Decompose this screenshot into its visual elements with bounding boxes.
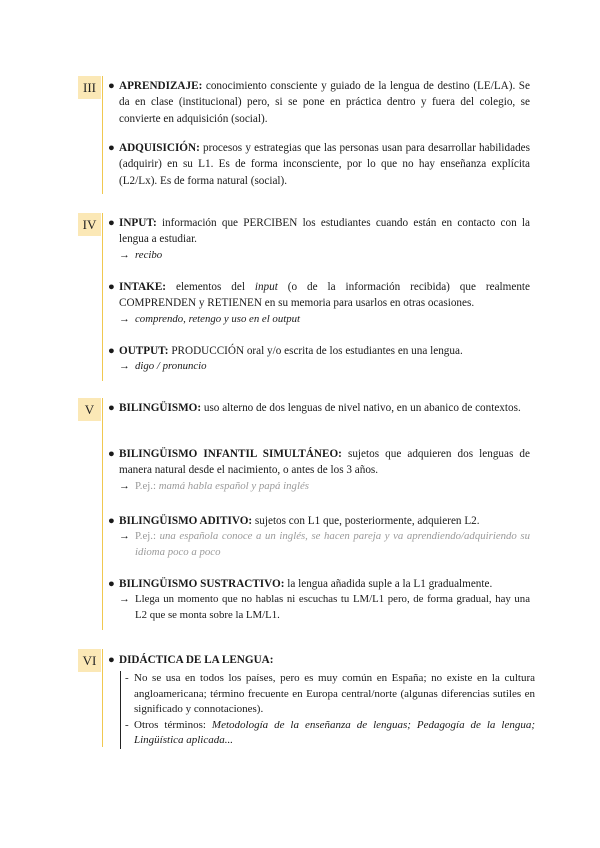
definition: (o de la información recibida) que realmente COMPRENDEN y RETIENEN en su memoria para usarlos en otras ocasiones. — [119, 281, 530, 310]
bullet-icon: ● — [108, 654, 115, 666]
bullet-icon: ● — [108, 448, 115, 460]
section-iii — [78, 76, 530, 194]
bullet-icon: ● — [108, 578, 115, 590]
example: una española conoce a un inglés, se hacen pareja y va aprendiendo/adquiriendo su idioma poco a poco — [135, 530, 530, 558]
dash-icon: - — [125, 718, 129, 731]
term: BILINGÜISMO SUSTRACTIVO: — [119, 578, 285, 590]
section-v — [78, 398, 530, 630]
list-item — [125, 718, 535, 749]
section-label: V — [78, 398, 101, 421]
example-label: P.ej.: — [135, 530, 160, 543]
list-text: Otros términos: — [134, 718, 212, 731]
definition: conocimiento consciente y guiado de la lengua de destino (LE/LA). Se da en clase (institucional) pero, si se pone en práctica dentro y fuera del colegio, se convierte en adquisición (social). — [119, 80, 530, 125]
section-label: VI — [78, 649, 101, 672]
definition: sujetos que adquieren dos lenguas de manera natural desde el nacimiento, o antes de los 3 años. — [119, 448, 530, 477]
definition-item — [108, 576, 530, 623]
definition: la lengua añadida suple a la L1 gradualmente. — [284, 578, 493, 590]
definition: información que PERCIBEN los estudiantes cuando están en contacto con la lengua a estudiar. — [119, 217, 530, 246]
definition-item — [108, 446, 530, 494]
arrow-icon: → — [119, 479, 130, 492]
definition-item — [108, 513, 530, 560]
definition: elementos del — [166, 281, 255, 293]
example: mamá habla español y papá inglés — [158, 479, 309, 492]
note: Llega un momento que no hablas ni escuchas tu LM/L1 pero, de forma gradual, hay una L2 que se monta sobre la LM/L1. — [135, 593, 530, 621]
list-text: No se usa en todos los países, pero es muy común en España; no existe en la cultura angloamericana; término frecuente en Europa central/norte (algunas diferencias sutiles en significado y connotaciones). — [134, 672, 535, 715]
dash-icon: - — [125, 672, 129, 684]
section-label: IV — [78, 213, 101, 236]
term: BILINGÜISMO INFANTIL SIMULTÁNEO: — [119, 448, 342, 460]
term: APRENDIZAJE: — [119, 80, 203, 92]
arrow-icon: → — [119, 248, 130, 261]
note: comprendo, retengo y uso en el output — [135, 312, 301, 325]
section-divider — [102, 649, 103, 747]
definition: procesos y estrategias que las personas usan para desarrollar habilidades (adquirir) en su L1. Es de forma inconsciente, por lo que no hay enseñanza explícita (L2/Lx). Es de forma natural (social). — [119, 142, 530, 187]
definition-item — [108, 78, 530, 127]
section-divider — [102, 213, 103, 381]
definition-italic: input — [254, 281, 278, 293]
arrow-icon: → — [119, 530, 130, 543]
term: BILINGÜISMO ADITIVO: — [119, 515, 253, 527]
bullet-icon: ● — [108, 281, 115, 293]
definition-item — [108, 652, 530, 668]
definition: sujetos con L1 que, posteriormente, adquieren L2. — [252, 515, 480, 527]
definition-item — [108, 343, 530, 375]
list-text-italic: Metodología de la enseñanza de lenguas; Pedagogía de la lengua; Lingüística aplicada... — [134, 718, 535, 746]
bullet-icon: ● — [108, 80, 115, 92]
section-divider — [102, 398, 103, 630]
term: INPUT: — [119, 217, 157, 229]
term: OUTPUT: — [119, 345, 169, 357]
section-vi — [78, 649, 535, 747]
definition-item — [108, 140, 530, 189]
definition: PRODUCCIÓN oral y/o escrita de los estudiantes en una lengua. — [168, 345, 463, 357]
arrow-icon: → — [119, 593, 130, 606]
term: DIDÁCTICA DE LA LENGUA: — [119, 654, 274, 666]
bullet-icon: ● — [108, 345, 115, 357]
arrow-icon: → — [119, 360, 130, 373]
arrow-icon: → — [119, 312, 130, 325]
bracket-list — [120, 671, 535, 749]
definition: uso alterno de dos lenguas de nivel nativo, en un abanico de contextos. — [201, 402, 521, 414]
definition-item — [108, 215, 530, 263]
section-divider — [102, 76, 103, 194]
section-label: III — [78, 76, 101, 99]
list-item — [125, 671, 535, 718]
note: digo / pronuncio — [135, 360, 207, 373]
bullet-icon: ● — [108, 402, 115, 414]
bullet-icon: ● — [108, 142, 115, 154]
term: ADQUISICIÓN: — [119, 142, 200, 154]
definition-item — [108, 279, 530, 327]
definition-item — [108, 400, 530, 416]
term: BILINGÜISMO: — [119, 402, 202, 414]
example-label: P.ej.: — [135, 479, 159, 492]
note: recibo — [135, 248, 163, 261]
term: INTAKE: — [119, 281, 167, 293]
bullet-icon: ● — [108, 515, 115, 527]
section-iv — [78, 213, 530, 381]
bullet-icon: ● — [108, 217, 115, 229]
